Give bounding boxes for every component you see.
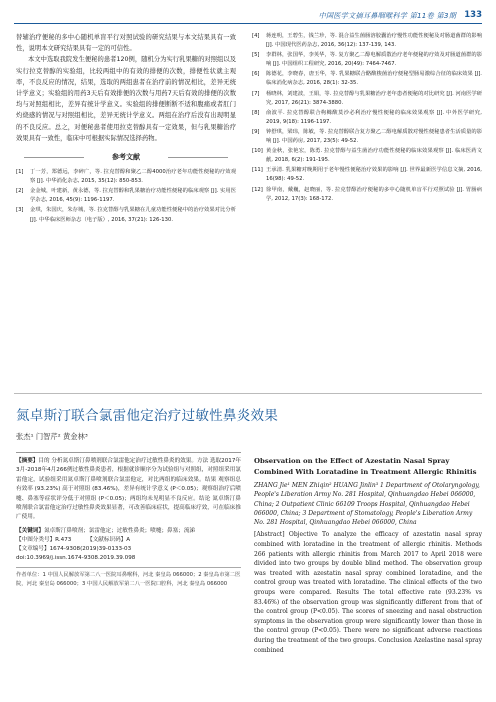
reference-item: [10] 黄金秋，张艳宏，陈勇. 拉克替醇与益生菌治疗功能性便秘的临床效果观察 [J]. 临床医药文献, 2018, 6(2): 191-195. [252,148,482,164]
references-heading: 参考文献 [16,152,236,162]
reference-item: [8] 俞波平. 拉克替醇联合枸橼酸莫沙必利治疗慢性便秘的临床效果观察 [J]. 中外医学研究, 2019, 9(18): 1196-1197. [252,109,482,125]
body-paragraph: 替辅治疗便秘的多中心随机单盲平行对照试验的研究结果与本文结果具有一致性，说明本文研究结果具有一定的可信性。 [16,34,236,53]
journal-name: 中国医学文摘耳鼻咽喉科学 第11卷 第3期 [318,11,456,20]
left-column [16,32,236,226]
reference-item: [2] 金金城，叶建新，黄永德，等. 拉克替醇和乳果糖治疗功能性便秘的临床观察 [J]. 实用医学杂志, 2016, 45(9): 1196-1197. [16,188,236,204]
keywords-cn: 【关键词】氮卓斯汀鼻喷剂；氯雷他定；过敏性鼻炎；喷嚏；鼻塞；流涕 [16,527,196,534]
abstract-cn-block [16,452,241,692]
reference-item: [7] 杨晓林，刘建波，王娟，等. 拉克替醇与乳果糖治疗老年患者便秘的对比研究 [J]. 河南医学研究, 2017, 26(21): 3874-3880. [252,90,482,106]
abstract-en: [Abstract] Objective To analyze the efficacy of azestatin nasal spray combined with loratadine in the treatment of allergic rhinitis. Methods 266 patients with allergic rhinitis from March 2017 to April 2018 were divided into two groups by double blind method. The observation group was treated with azestatin nasal spray combined loratadine, and the control group was treated with loratadine. The clinical effects of the two groups were compared. Results The total effective rate (93.23% vs 83.46%) of the observation group was significantly different from that of the control group (P<0.05). The scores of sneezing and nasal obstruction symptoms in the observation group were significantly lower than those in the control group (P<0.05). There were no significant adverse reactions during the treatment of the two groups. Conclusion Azelastine nasal spray combined [254,531,482,654]
author-affiliations-footnote: 作者单位：1 中国人民解放军第二八一医院耳鼻喉科，河北 秦皇岛 066000；2 秦皇岛市第二医院，河北 秦皇岛 066000；3 中国人民解放军第二八一医院口腔科，河北 秦皇岛 066000 [16,572,241,588]
reference-item: [4] 蒋连明，王碧生，钱兰珍，等. 混合益生菌肠溶胶囊治疗慢性功能性便秘及对肠道菌群的影响 [J]. 中国现代医药杂志, 2016, 36(12): 137-139, 143. [252,33,482,49]
reference-item: [3] 金琪，朱国庆，朱存城，等. 拉克替醇与乳果糖在儿童功能性便秘中的治疗效果对比分析 [J]. 中华临床医师杂志（电子版）, 2016, 37(21): 126-130. [16,207,236,223]
section-divider [14,393,482,394]
authors-en: ZHANG Jie¹ MEN Zhiqin² HUANG Jinlin³ 1 Department of Otolaryngology, People's Liberation Army No. 281 Hospital, Qinhuangdao Hebei 066000, China; 2 Outpatient Clinic 66109 Troops Hospital, Qinhuangdao Hebei 066000, China; 3 Department of Stomatology, People's Liberation Army No. 281 Hospital, Qinhuangdao Hebei 066000, China [254,482,480,527]
abstract-en-block [254,452,482,655]
header-rule [14,23,482,24]
right-column [252,32,482,205]
authors-cn: 张杰¹ 门智芹² 黄金林³ [16,432,88,441]
reference-item: [9] 钟舒琪，梁玮，陈敏，等. 拉克替醇联合复方聚乙二醇电解质散对慢性便秘患者生活质量的影响 [J]. 中国药房, 2017, 23(5): 49-52. [252,128,482,145]
body-paragraph: 本文中选取我院发生便秘的患者120例，随机分为实行乳果糖的对照组以及实行拉克替醇的实验组，比较两组中的有效的排便的次数，排便性状就主观率，不良反应的情况，结果，选取的两组患者在治疗前的情况相比，差异无统计学意义；实验组的用药3天后有效排便的次数与用药7天后有效的排便的次数均与对照组相比，差异有统计学意义。实验组的排便断断不适和腹痛或者肛门灼烧感的情况与对照组相比，差异无统计学意义。两组在治疗后没有出现明显的不良反应。总之，对便秘患者使用拉克替醇具有一定效果，但与乳果糖治疗效果具有一致性，临床中可根据实际情况选择药物。 [16,56,236,142]
classification-line: 【中图分类号】R.473 【文献标识码】A [16,537,131,544]
reference-item: [12] 徐甲南，戴巍，赵晓丽，等. 拉克替醇治疗便秘的多中心随机单盲平行对照试验 [J]. 胃肠病学, 2012, 17(3): 168-172. [252,186,482,202]
article-title-cn: 氮卓斯汀联合氯雷他定治疗过敏性鼻炎效果 [16,408,279,424]
page-number: 133 [464,10,482,20]
reference-item: [11] 王承清. 乳果糖对晚期用于老年慢性便秘治疗效果的影响 [J]. 世界最新医学信息文摘, 2016, 16(98): 49-52. [252,167,482,183]
article-title-en: Observation on the Effect of Azestatin Nasal Spray Combined With Loratadine in Treatment Allergic Rhinitis [254,457,477,476]
reference-item: [5] 李群林，张国华，李英华，等. 复方聚乙二醇电解质散治疗老年便秘的疗效及对肠道菌群的影响 [J]. 中国组织工程研究, 2016, 20(49): 7464-7467. [252,52,482,68]
footnote-rule [16,567,241,568]
abstract-cn: 【摘要】目的 分析氮卓斯汀鼻喷剂联合氯雷他定治疗过敏性鼻炎的效果。方法 选取2017年3月-2018年4月266例过敏性鼻炎患者，根据就诊顺序分为试验组与对照组，对照组采用氯雷他定，试验组采用氮卓斯汀鼻喷剂联合氯雷他定，对比两组的临床效果。结果 观察组总有效率 (93.23%) 高于对照组 (83.46%)，差异有统计学意义 (P＜0.05)；观察组治疗后喷嚏、鼻塞等症状评分低于对照组 (P＜0.05)；两组均未见明显不良反应。结论 氮卓斯汀鼻喷剂联合氯雷他定治疗过敏性鼻炎效果显著，可改善临床症状，提高临床疗效，可在临床推广使用。 [16,458,241,521]
running-header [0,10,496,24]
reference-item: [6] 陈德花，李晓春，唐玉华，等. 乳果糖联合酪酸梭菌治疗便秘型肠易激综合征的临床效果 [J]. 临床消化病杂志, 2016, 28(1): 32-35. [252,71,482,87]
reference-item: [1] 丁一芳，郑德远，李碎广，等. 拉克替醇和聚乙二醇4000治疗老年功能性便秘的疗效观察 [J]. 中华消化杂志, 2015, 35(12): 850-853. [16,169,236,185]
article-number: 【文章编号】1674-9308(2019)39-0133-03 [16,546,132,553]
doi: doi:10.3969/j.issn.1674-9308.2019.39.098 [16,555,136,562]
